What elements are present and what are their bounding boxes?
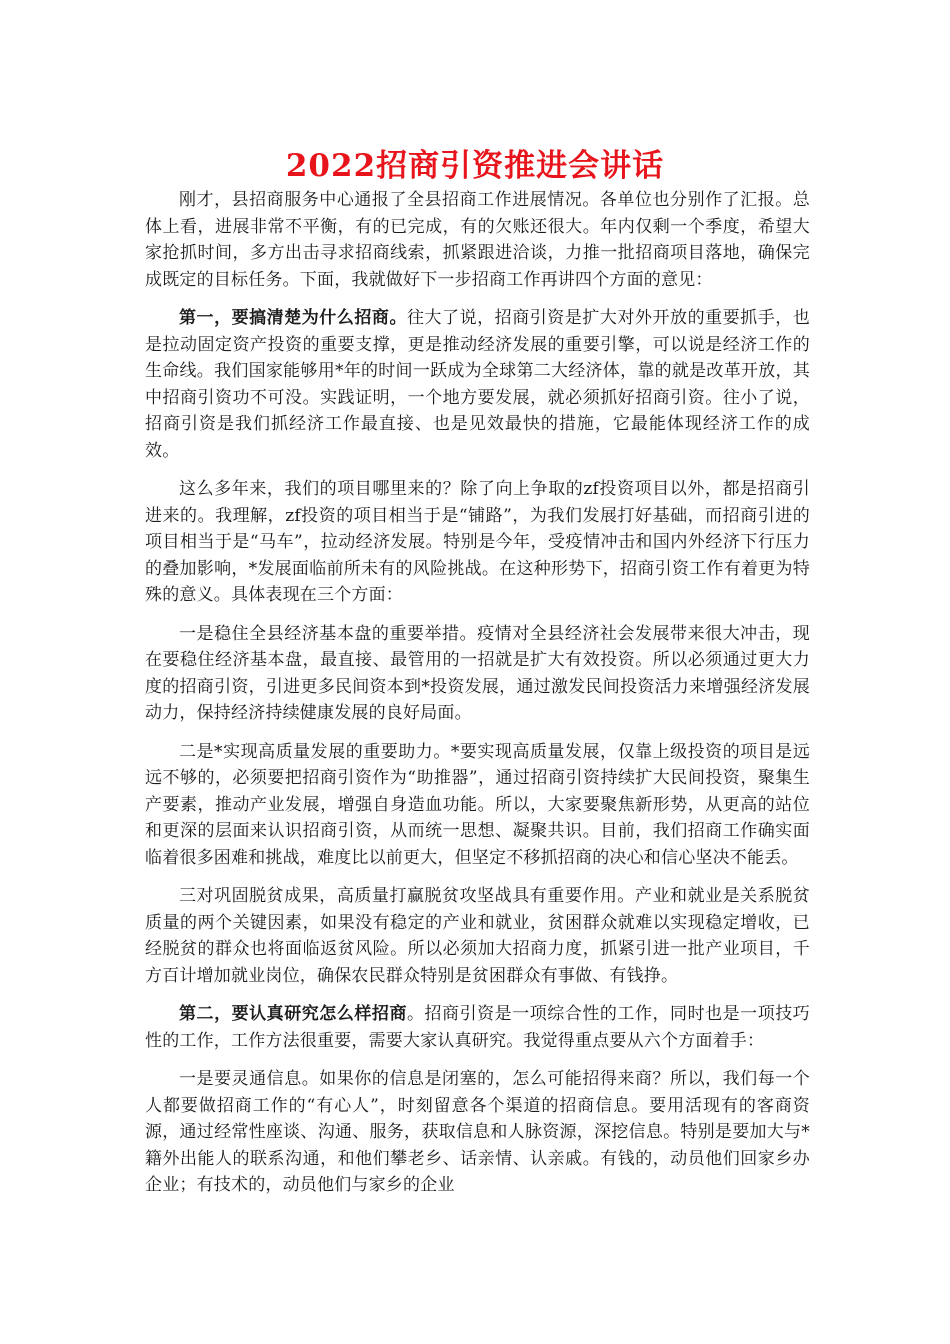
paragraph-aspect-two [145, 739, 810, 872]
paragraph-text: 刚才，县招商服务中心通报了全县招商工作进展情况。各单位也分别作了汇报。总体上看，进展非常不平衡，有的已完成，有的欠账还很大。年内仅剩一个季度，希望大家抢抓时间，多方出击寻求招商线索，抓紧跟进洽谈，力推一批招商项目落地，确保完成既定的目标任务。下面，我就做好下一步招商工作再讲四个方面的意见： [145, 190, 810, 290]
document-body [145, 187, 810, 1211]
paragraph-point-one [145, 305, 810, 464]
page-title: 2022招商引资推进会讲话 [285, 148, 665, 184]
paragraph-projects [145, 476, 810, 609]
paragraph-aspect-one [145, 621, 810, 727]
paragraph-text: 这么多年来，我们的项目哪里来的？除了向上争取的zf投资项目以外，都是招商引进来的。我理解，zf投资的项目相当于是“铺路”，为我们发展打好基础，而招商引进的项目相当于是“马车”，拉动经济发展。特别是今年，受疫情冲击和国内外经济下行压力的叠加影响，*发展面临前所未有的风险挑战。在这种形势下，招商引资工作有着更为特殊的意义。具体表现在三个方面： [145, 479, 810, 605]
paragraph-text: 。招商引资是一项综合性的工作，同时也是一项技巧性的工作，工作方法很重要，需要大家认真研究。我觉得重点要从六个方面着手： [145, 1004, 810, 1051]
paragraph-text: 一是要灵通信息。如果你的信息是闭塞的，怎么可能招得来商？所以，我们每一个人都要做招商工作的“有心人”，时刻留意各个渠道的招商信息。要用活现有的客商资源，通过经常性座谈、沟通、服务，获取信息和人脉资源，深挖信息。特别是要加大与*籍外出能人的联系沟通，和他们攀老乡、话亲情、认亲戚。有钱的，动员他们回家乡办企业；有技术的，动员他们与家乡的企业 [145, 1069, 810, 1195]
paragraph-text: 三对巩固脱贫成果，高质量打赢脱贫攻坚战具有重要作用。产业和就业是关系脱贫质量的两个关键因素，如果没有稳定的产业和就业，贫困群众就难以实现稳定增收，已经脱贫的群众也将面临返贫风险。所以必须加大招商力度，抓紧引进一批产业项目，千方百计增加就业岗位，确保农民群众特别是贫困群众有事做、有钱挣。 [145, 886, 810, 986]
paragraph-intro [145, 187, 810, 293]
paragraph-text: 一是稳住全县经济基本盘的重要举措。疫情对全县经济社会发展带来很大冲击，现在要稳住经济基本盘，最直接、最管用的一招就是扩大有效投资。所以必须通过更大力度的招商引资，引进更多民间资本到*投资发展，通过激发民间投资活力来增强经济发展动力，保持经济持续健康发展的良好局面。 [145, 623, 810, 723]
paragraph-text: 二是*实现高质量发展的重要助力。*要实现高质量发展，仅靠上级投资的项目是远远不够的，必须要把招商引资作为“助推器”，通过招商引资持续扩大民间投资，聚集生产要素，推动产业发展，增强自身造血功能。所以，大家要聚焦新形势，从更高的站位和更深的层面来认识招商引资，从而统一思想、凝聚共识。目前，我们招商工作确实面临着很多困难和挑战，难度比以前更大，但坚定不移抓招商的决心和信心坚决不能丢。 [145, 741, 810, 868]
paragraph-text: 往大了说，招商引资是扩大对外开放的重要抓手，也是拉动固定资产投资的重要支撑，更是推动经济发展的重要引擎，可以说是经济工作的生命线。我们国家能够用*年的时间一跃成为全球第二大经济体，靠的就是改革开放，其中招商引资功不可没。实践证明，一个地方要发展，就必须抓好招商引资。往小了说，招商引资是我们抓经济工作最直接、也是见效最快的措施，它最能体现经济工作的成效。 [145, 308, 810, 461]
paragraph-information [145, 1066, 810, 1199]
paragraph-lead: 第一，要搞清楚为什么招商。 [179, 308, 407, 328]
paragraph-point-two [145, 1001, 810, 1054]
paragraph-lead: 第二，要认真研究怎么样招商 [179, 1004, 407, 1024]
paragraph-aspect-three [145, 883, 810, 989]
